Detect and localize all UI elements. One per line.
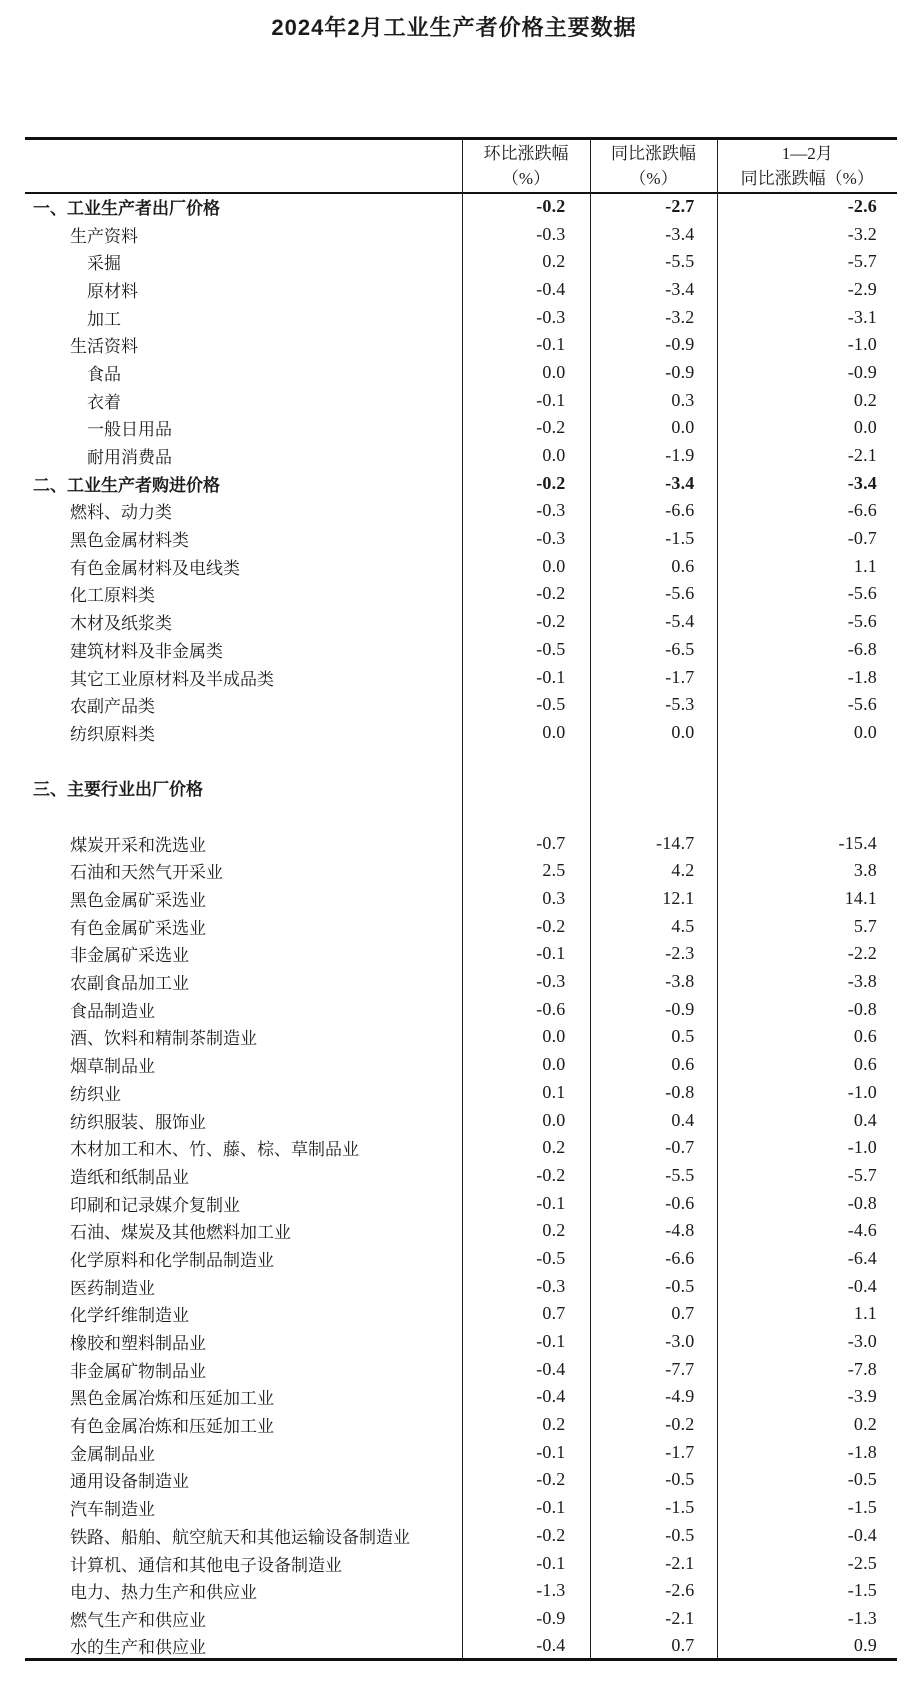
col-header-yoy-line1: 同比涨跌幅	[611, 143, 696, 163]
row-value: 0.3	[590, 386, 717, 414]
row-value: -0.4	[462, 1383, 590, 1411]
row-label: 三、主要行业出厂价格	[33, 780, 203, 800]
row-value: -3.0	[717, 1328, 897, 1356]
corner-cell	[25, 139, 462, 193]
table-row	[25, 968, 897, 996]
row-value: -1.7	[590, 663, 717, 691]
row-value: -0.2	[462, 1466, 590, 1494]
row-label: 黑色金属矿采选业	[70, 891, 206, 911]
row-value: -0.7	[590, 1134, 717, 1162]
row-value: -0.4	[717, 1522, 897, 1550]
row-value: -1.3	[717, 1605, 897, 1633]
row-label: 生活资料	[70, 337, 138, 357]
table-row	[25, 940, 897, 968]
row-label	[25, 802, 462, 830]
table-body	[25, 193, 897, 1660]
row-value: -15.4	[717, 829, 897, 857]
row-value: -0.2	[462, 580, 590, 608]
row-label: 汽车制造业	[70, 1500, 155, 1520]
table-row	[25, 1079, 897, 1107]
row-value: -2.2	[717, 940, 897, 968]
row-value: -6.4	[717, 1245, 897, 1273]
row-value: -0.9	[717, 359, 897, 387]
row-value: -4.9	[590, 1383, 717, 1411]
row-value: 0.7	[590, 1632, 717, 1660]
row-value: 0.2	[717, 1411, 897, 1439]
row-value: 4.2	[590, 857, 717, 885]
row-value: -0.5	[462, 636, 590, 664]
row-value: -0.2	[462, 912, 590, 940]
row-value: -0.1	[462, 663, 590, 691]
table-row	[25, 1632, 897, 1660]
row-label: 铁路、船舶、航空航天和其他运输设备制造业	[70, 1527, 410, 1547]
row-value: -0.2	[462, 469, 590, 497]
row-value: -0.2	[462, 1162, 590, 1190]
table-row	[25, 857, 897, 885]
row-value: -0.8	[590, 1079, 717, 1107]
row-value: -0.9	[462, 1605, 590, 1633]
row-value: -4.8	[590, 1217, 717, 1245]
col-header-mom-line1: 环比涨跌幅	[483, 143, 569, 163]
row-value: -1.3	[462, 1577, 590, 1605]
row-value: -3.1	[717, 303, 897, 331]
row-value: 0.6	[590, 552, 717, 580]
row-label: 食品	[87, 364, 121, 384]
row-value: 0.2	[462, 248, 590, 276]
row-value: -3.8	[590, 968, 717, 996]
row-value: -0.3	[462, 525, 590, 553]
row-value: -0.7	[717, 525, 897, 553]
row-value	[717, 802, 897, 830]
row-label: 黑色金属材料类	[70, 531, 189, 551]
row-label: 有色金属冶炼和压延加工业	[70, 1417, 274, 1437]
row-label: 燃料、动力类	[70, 503, 172, 523]
row-value: -5.7	[717, 1162, 897, 1190]
row-value: -0.4	[717, 1272, 897, 1300]
row-value: -5.6	[717, 608, 897, 636]
row-label: 有色金属矿采选业	[70, 918, 206, 938]
row-value: -0.3	[462, 303, 590, 331]
row-label: 非金属矿物制品业	[70, 1361, 206, 1381]
row-value	[462, 802, 590, 830]
table-row	[25, 1549, 897, 1577]
row-value: 12.1	[590, 885, 717, 913]
row-value: -3.4	[590, 220, 717, 248]
row-value: -2.1	[590, 1605, 717, 1633]
row-value: -0.8	[717, 995, 897, 1023]
row-value: -5.6	[717, 580, 897, 608]
table-row	[25, 414, 897, 442]
col-header-ytd-line2: 同比涨跌幅（%）	[740, 168, 874, 188]
row-label: 加工	[87, 309, 121, 329]
table-row	[25, 1162, 897, 1190]
row-value: -7.8	[717, 1355, 897, 1383]
row-value: -1.5	[590, 1494, 717, 1522]
row-label: 非金属矿采选业	[70, 946, 189, 966]
row-value: -3.4	[590, 469, 717, 497]
spacer-row	[25, 746, 897, 774]
row-label: 纺织原料类	[70, 724, 155, 744]
row-value: 0.3	[462, 885, 590, 913]
row-label: 电力、热力生产和供应业	[70, 1583, 257, 1603]
row-value: -0.1	[462, 940, 590, 968]
table-row	[25, 1051, 897, 1079]
row-value: -1.8	[717, 663, 897, 691]
row-value: -3.9	[717, 1383, 897, 1411]
row-value: -5.6	[590, 580, 717, 608]
row-value: -0.9	[590, 359, 717, 387]
row-value: -0.5	[590, 1272, 717, 1300]
row-label: 烟草制品业	[70, 1057, 155, 1077]
table-row	[25, 1272, 897, 1300]
col-header-yoy	[590, 139, 717, 193]
row-value: -5.4	[590, 608, 717, 636]
row-label: 农副产品类	[70, 697, 155, 717]
table-row	[25, 497, 897, 525]
row-label: 燃气生产和供应业	[70, 1610, 206, 1630]
row-label: 一般日用品	[87, 420, 172, 440]
row-label: 耐用消费品	[87, 448, 172, 468]
row-value: -0.1	[462, 1494, 590, 1522]
table-row	[25, 1328, 897, 1356]
row-value: 0.5	[590, 1023, 717, 1051]
row-value: -3.2	[590, 303, 717, 331]
table-row	[25, 995, 897, 1023]
table-row	[25, 636, 897, 664]
row-value: -2.6	[590, 1577, 717, 1605]
row-value: -1.0	[717, 1134, 897, 1162]
row-value: 0.6	[717, 1051, 897, 1079]
table-row	[25, 774, 897, 802]
row-label: 黑色金属冶炼和压延加工业	[70, 1389, 274, 1409]
row-value: -0.5	[462, 1245, 590, 1273]
row-label: 采掘	[87, 254, 121, 274]
row-value: -6.6	[717, 497, 897, 525]
table-row	[25, 885, 897, 913]
row-value: 0.2	[462, 1134, 590, 1162]
table-row	[25, 359, 897, 387]
table-row	[25, 220, 897, 248]
row-value: -0.6	[462, 995, 590, 1023]
table-row	[25, 248, 897, 276]
row-value: -14.7	[590, 829, 717, 857]
row-value: 0.0	[590, 719, 717, 747]
row-label: 橡胶和塑料制品业	[70, 1334, 206, 1354]
row-value: -0.2	[462, 608, 590, 636]
row-label: 木材及纸浆类	[70, 614, 172, 634]
row-value: 0.4	[590, 1106, 717, 1134]
row-value: -1.5	[717, 1494, 897, 1522]
row-value: -3.2	[717, 220, 897, 248]
row-value: -3.0	[590, 1328, 717, 1356]
row-label: 计算机、通信和其他电子设备制造业	[70, 1555, 342, 1575]
row-value: 1.1	[717, 552, 897, 580]
table-row	[25, 1217, 897, 1245]
row-value	[717, 774, 897, 802]
row-value: -3.4	[590, 276, 717, 304]
table-row	[25, 829, 897, 857]
row-value: -0.4	[462, 1355, 590, 1383]
row-value: 0.7	[590, 1300, 717, 1328]
row-value: 0.0	[717, 414, 897, 442]
row-label: 水的生产和供应业	[70, 1637, 206, 1657]
ppi-data-table	[25, 137, 897, 1661]
header-row	[25, 139, 897, 193]
row-value: -0.3	[462, 968, 590, 996]
row-label: 造纸和纸制品业	[70, 1167, 189, 1187]
row-value: -2.9	[717, 276, 897, 304]
row-value	[590, 746, 717, 774]
row-label: 石油和天然气开采业	[70, 863, 223, 883]
row-value: -2.1	[590, 1549, 717, 1577]
row-label: 有色金属材料及电线类	[70, 558, 240, 578]
row-value: -0.1	[462, 1189, 590, 1217]
table-row	[25, 912, 897, 940]
row-value: -0.3	[462, 497, 590, 525]
table-row	[25, 1577, 897, 1605]
row-value: -5.7	[717, 248, 897, 276]
row-value: 0.7	[462, 1300, 590, 1328]
row-value	[717, 746, 897, 774]
row-value: -0.1	[462, 1438, 590, 1466]
row-label: 纺织业	[70, 1084, 121, 1104]
price-table-container	[25, 137, 897, 1661]
row-value: 0.9	[717, 1632, 897, 1660]
row-value: -6.8	[717, 636, 897, 664]
table-row	[25, 193, 897, 221]
row-value: -6.6	[590, 1245, 717, 1273]
row-value: -0.3	[462, 220, 590, 248]
row-value: -1.9	[590, 442, 717, 470]
row-value	[590, 774, 717, 802]
row-value: 0.2	[717, 386, 897, 414]
row-value: -0.4	[462, 1632, 590, 1660]
row-label: 木材加工和木、竹、藤、棕、草制品业	[70, 1140, 359, 1160]
row-value: -3.4	[717, 469, 897, 497]
row-value	[462, 746, 590, 774]
row-value: -0.9	[590, 331, 717, 359]
row-value: -5.5	[590, 1162, 717, 1190]
row-value: 14.1	[717, 885, 897, 913]
table-row	[25, 331, 897, 359]
row-value: 5.7	[717, 912, 897, 940]
row-label: 食品制造业	[70, 1001, 155, 1021]
table-row	[25, 1438, 897, 1466]
table-row	[25, 469, 897, 497]
row-value: 0.0	[462, 552, 590, 580]
row-value: -0.4	[462, 276, 590, 304]
row-value: -2.3	[590, 940, 717, 968]
table-row	[25, 276, 897, 304]
row-value: 2.5	[462, 857, 590, 885]
row-label: 衣着	[87, 392, 121, 412]
row-value: 0.0	[462, 442, 590, 470]
row-value: -2.1	[717, 442, 897, 470]
row-value: -0.7	[462, 829, 590, 857]
row-value: 0.0	[462, 1106, 590, 1134]
row-value	[462, 774, 590, 802]
row-label: 其它工业原材料及半成品类	[70, 669, 274, 689]
col-header-yoy-line2: （%）	[629, 168, 678, 188]
row-value: 0.4	[717, 1106, 897, 1134]
row-value: -1.5	[590, 525, 717, 553]
row-label: 石油、煤炭及其他燃料加工业	[70, 1223, 291, 1243]
row-label: 通用设备制造业	[70, 1472, 189, 1492]
row-value: 0.2	[462, 1217, 590, 1245]
table-row	[25, 303, 897, 331]
table-row	[25, 1383, 897, 1411]
row-value: -0.5	[590, 1522, 717, 1550]
table-row	[25, 1245, 897, 1273]
col-header-mom-line2: （%）	[501, 168, 551, 188]
table-row	[25, 1189, 897, 1217]
table-row	[25, 1605, 897, 1633]
row-value: -2.6	[717, 193, 897, 221]
table-row	[25, 442, 897, 470]
row-value: 1.1	[717, 1300, 897, 1328]
row-value: 0.2	[462, 1411, 590, 1439]
table-row	[25, 1300, 897, 1328]
row-value: -5.3	[590, 691, 717, 719]
row-value: -0.1	[462, 331, 590, 359]
row-value: 0.6	[717, 1023, 897, 1051]
row-value: -6.6	[590, 497, 717, 525]
table-row	[25, 552, 897, 580]
row-value: -2.7	[590, 193, 717, 221]
row-value: 0.0	[462, 719, 590, 747]
table-row	[25, 1494, 897, 1522]
row-value: -1.7	[590, 1438, 717, 1466]
row-value: -7.7	[590, 1355, 717, 1383]
row-value: -6.5	[590, 636, 717, 664]
table-row	[25, 1411, 897, 1439]
table-row	[25, 580, 897, 608]
row-value: -0.3	[462, 1272, 590, 1300]
row-value	[590, 802, 717, 830]
page-title: 2024年2月工业生产者价格主要数据	[271, 15, 637, 40]
row-value: 0.1	[462, 1079, 590, 1107]
row-value: 4.5	[590, 912, 717, 940]
row-value: -3.8	[717, 968, 897, 996]
row-label: 化学纤维制造业	[70, 1306, 189, 1326]
col-header-mom	[462, 139, 590, 193]
row-value: -4.6	[717, 1217, 897, 1245]
row-value: -5.5	[590, 248, 717, 276]
row-value: 0.0	[462, 359, 590, 387]
row-value: 0.0	[462, 1051, 590, 1079]
row-value: -0.2	[462, 1522, 590, 1550]
row-label: 原材料	[87, 281, 138, 301]
row-value: -1.0	[717, 331, 897, 359]
row-label: 煤炭开采和洗选业	[70, 835, 206, 855]
row-value: 0.0	[462, 1023, 590, 1051]
row-value: -0.5	[717, 1466, 897, 1494]
row-value: 0.0	[717, 719, 897, 747]
row-label: 一、工业生产者出厂价格	[33, 199, 220, 219]
row-value: -0.6	[590, 1189, 717, 1217]
row-label: 印刷和记录媒介复制业	[70, 1195, 240, 1215]
row-label: 酒、饮料和精制茶制造业	[70, 1029, 257, 1049]
row-value: -0.5	[462, 691, 590, 719]
table-row	[25, 608, 897, 636]
row-value: -0.2	[462, 193, 590, 221]
row-label: 医药制造业	[70, 1278, 155, 1298]
table-row	[25, 386, 897, 414]
row-label: 金属制品业	[70, 1444, 155, 1464]
row-label: 建筑材料及非金属类	[70, 641, 223, 661]
table-row	[25, 1023, 897, 1051]
table-row	[25, 719, 897, 747]
row-value: -0.5	[590, 1466, 717, 1494]
table-row	[25, 1522, 897, 1550]
row-label: 化学原料和化学制品制造业	[70, 1250, 274, 1270]
row-value: -1.0	[717, 1079, 897, 1107]
row-value: -1.5	[717, 1577, 897, 1605]
row-value: -0.9	[590, 995, 717, 1023]
row-value: -2.5	[717, 1549, 897, 1577]
row-value: -0.1	[462, 1328, 590, 1356]
row-value: -0.8	[717, 1189, 897, 1217]
table-row	[25, 525, 897, 553]
row-label: 生产资料	[70, 226, 138, 246]
table-row	[25, 1466, 897, 1494]
table-row	[25, 1134, 897, 1162]
row-label: 农副食品加工业	[70, 974, 189, 994]
row-value: -5.6	[717, 691, 897, 719]
row-value: -1.8	[717, 1438, 897, 1466]
table-row	[25, 663, 897, 691]
row-label	[25, 746, 462, 774]
row-value: 0.0	[590, 414, 717, 442]
row-value: 3.8	[717, 857, 897, 885]
row-value: -0.2	[462, 414, 590, 442]
table-row	[25, 1355, 897, 1383]
row-value: -0.1	[462, 386, 590, 414]
table-row	[25, 1106, 897, 1134]
row-label: 纺织服装、服饰业	[70, 1112, 206, 1132]
col-header-ytd	[717, 139, 897, 193]
row-value: 0.6	[590, 1051, 717, 1079]
spacer-row	[25, 802, 897, 830]
row-value: -0.1	[462, 1549, 590, 1577]
row-value: -0.2	[590, 1411, 717, 1439]
row-label: 二、工业生产者购进价格	[33, 475, 220, 495]
table-row	[25, 691, 897, 719]
col-header-ytd-line1: 1—2月	[781, 143, 833, 163]
row-label: 化工原料类	[70, 586, 155, 606]
